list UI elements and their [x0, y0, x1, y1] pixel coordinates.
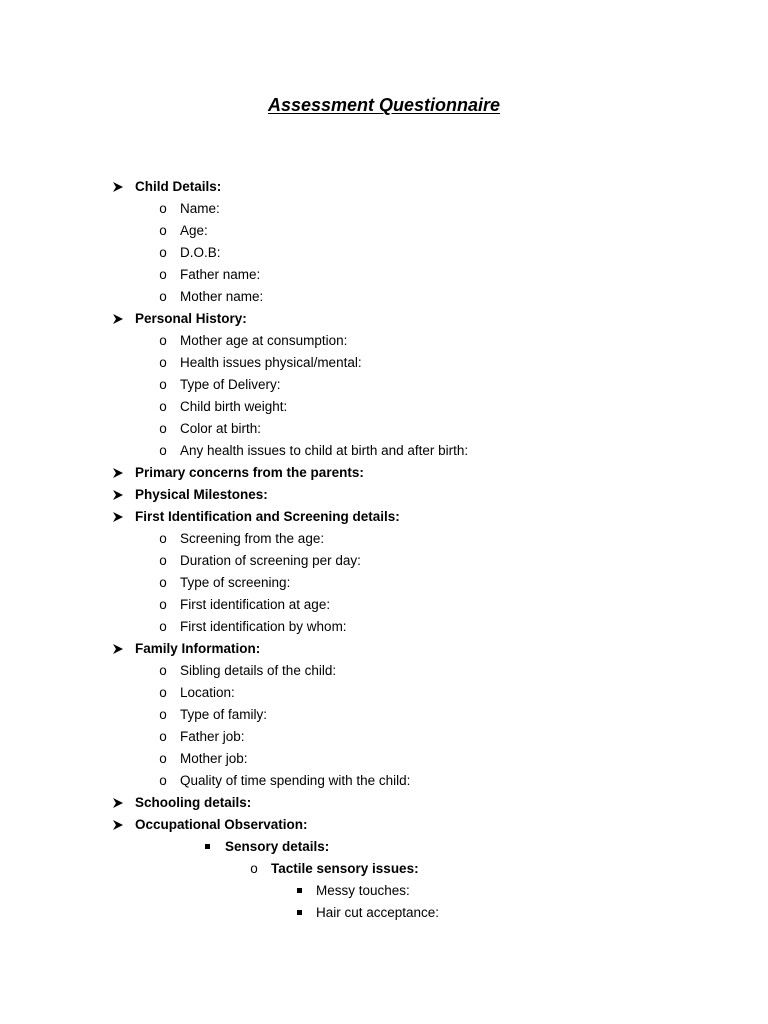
circle-bullet: o — [159, 223, 167, 238]
circle-bullet: o — [159, 443, 167, 458]
field-label: Duration of screening per day: — [180, 553, 361, 568]
circle-bullet: o — [159, 245, 167, 260]
field-label-dob: D.O.B: — [180, 245, 221, 260]
field-label: Any health issues to child at birth and after birth: — [180, 443, 469, 458]
section-heading: Personal History: — [135, 311, 247, 326]
circle-bullet: o — [159, 399, 167, 414]
circle-bullet: o — [159, 707, 167, 722]
circle-bullet: o — [159, 575, 167, 590]
field-label: Sibling details of the child: — [180, 663, 337, 678]
field-label: Mother age at consumption: — [180, 333, 348, 348]
square-bullet-icon — [292, 902, 306, 924]
circle-bullet: o — [159, 333, 167, 348]
circle-bullet: o — [159, 773, 167, 788]
circle-bullet: o — [159, 421, 167, 436]
field-label: Color at birth: — [180, 421, 262, 436]
section-heading: First Identification and Screening details: — [135, 509, 400, 524]
field-label-age: Age: — [180, 223, 208, 238]
arrowhead-bullet-icon — [112, 308, 126, 330]
circle-bullet: o — [159, 729, 167, 744]
field-label: Quality of time spending with the child: — [180, 773, 411, 788]
section-heading: Family Information: — [135, 641, 261, 656]
circle-bullet: o — [159, 619, 167, 634]
section-heading: Occupational Observation: — [135, 817, 308, 832]
square-bullet-icon — [200, 836, 214, 858]
circle-bullet: o — [159, 355, 167, 370]
field-label: Health issues physical/mental: — [180, 355, 362, 370]
arrowhead-bullet-icon — [112, 638, 126, 660]
field-label: Type of family: — [180, 707, 268, 722]
circle-bullet: o — [159, 531, 167, 546]
arrowhead-bullet-icon — [112, 484, 126, 506]
field-label: First identification at age: — [180, 597, 331, 612]
circle-bullet: o — [159, 267, 167, 282]
section-heading: Primary concerns from the parents: — [135, 465, 364, 480]
arrowhead-bullet-icon — [112, 506, 126, 528]
circle-bullet: o — [159, 597, 167, 612]
circle-bullet: o — [159, 685, 167, 700]
field-label: Type of screening: — [180, 575, 291, 590]
square-bullet-icon — [292, 880, 306, 902]
field-label: Location: — [180, 685, 235, 700]
circle-bullet: o — [159, 751, 167, 766]
arrowhead-bullet-icon — [112, 462, 126, 484]
field-label: Child birth weight: — [180, 399, 288, 414]
field-label: Messy touches: — [316, 883, 410, 898]
circle-bullet: o — [250, 861, 258, 876]
document-title: Assessment Questionnaire — [267, 95, 501, 115]
arrowhead-bullet-icon — [112, 814, 126, 836]
arrowhead-bullet-icon — [112, 176, 126, 198]
section-heading: Child Details: — [135, 179, 222, 194]
field-label-name: Name: — [180, 201, 220, 216]
field-label-mother-name: Mother name: — [180, 289, 264, 304]
field-label: Type of Delivery: — [180, 377, 281, 392]
field-label: Father job: — [180, 729, 245, 744]
section-heading: Schooling details: — [135, 795, 252, 810]
arrowhead-bullet-icon — [112, 792, 126, 814]
circle-bullet: o — [159, 377, 167, 392]
field-label-father-name: Father name: — [180, 267, 261, 282]
subsection-heading: Sensory details: — [225, 839, 330, 854]
section-heading: Physical Milestones: — [135, 487, 268, 502]
circle-bullet: o — [159, 553, 167, 568]
field-label: Hair cut acceptance: — [316, 905, 440, 920]
field-label: Mother job: — [180, 751, 248, 766]
field-label: First identification by whom: — [180, 619, 347, 634]
circle-bullet: o — [159, 289, 167, 304]
subsection-heading: Tactile sensory issues: — [271, 861, 419, 876]
circle-bullet: o — [159, 201, 167, 216]
circle-bullet: o — [159, 663, 167, 678]
field-label: Screening from the age: — [180, 531, 325, 546]
